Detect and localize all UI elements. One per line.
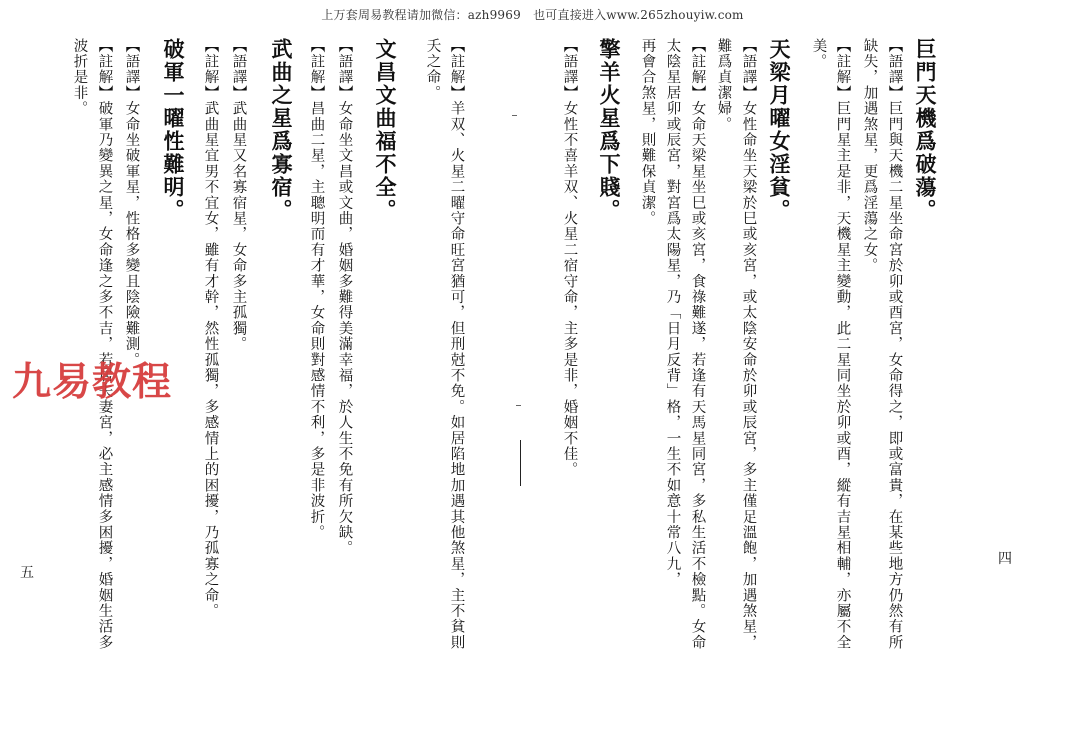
text-column: 【註解】破軍乃變異之星，女命逢之多不吉，若居夫妻宮，必主感情多困擾，婚姻生活多 bbox=[96, 38, 113, 651]
text-column: 【語譯】女性命坐天梁於巳或亥宮，或太陰安命於卯或辰宮，多主僅足溫飽，加遇煞星， bbox=[740, 38, 757, 651]
header-banner: 上万套周易教程请加微信：azh9969 也可直接进入www.265zhouyiw.com bbox=[321, 8, 744, 22]
text-column: 缺失，加遇煞星，更爲淫蕩之女。 bbox=[861, 38, 878, 274]
heading: 擎羊火星爲下賤。 bbox=[597, 38, 622, 222]
page-number-left: 五 bbox=[20, 565, 34, 581]
text-column: 【語譯】女性不喜羊双、火星二宿守命，主多是非，婚姻不佳。 bbox=[561, 38, 578, 478]
watermark-logo: 九易教程 bbox=[12, 360, 173, 405]
gutter-mark bbox=[516, 405, 521, 406]
text-column: 【語譯】巨門與天機二星坐命宮於卯或酉宮，女命得之，即或富貴，在某些地方仍然有所 bbox=[886, 38, 903, 651]
text-column: 波折是非。 bbox=[71, 38, 88, 117]
text-column: 【註解】羊双、火星二曜守命旺宮猶可，但刑尅不免。如居陷地加遇其他煞星，主不貧則 bbox=[448, 38, 465, 651]
heading: 文昌文曲福不全。 bbox=[373, 38, 398, 222]
text-column: 【註解】女命天梁星坐巳或亥宮，食祿難遂，若逢有天馬星同宮，多私生活不檢點。女命 bbox=[689, 38, 706, 651]
text-column: 美。 bbox=[810, 38, 827, 70]
text-column: 【語譯】女命坐文昌或文曲，婚姻多難得美滿幸福，於人生不免有所欠缺。 bbox=[336, 38, 353, 557]
text-column: 難爲貞潔婦。 bbox=[715, 38, 732, 133]
heading: 巨門天機爲破蕩。 bbox=[913, 38, 938, 222]
gutter-mark bbox=[512, 115, 517, 116]
text-column: 【註解】武曲星宜男不宜女，雖有才幹，然性孤獨，多感情上的困擾，乃孤寡之命。 bbox=[202, 38, 219, 619]
page-number-right: 四 bbox=[998, 551, 1012, 567]
text-column: 【語譯】武曲星又名寡宿星，女命多主孤獨。 bbox=[230, 38, 247, 352]
text-column: 夭之命。 bbox=[424, 38, 441, 101]
heading: 破軍一曜性難明。 bbox=[161, 38, 186, 222]
text-column: 再會合煞星，則難保貞潔。 bbox=[639, 38, 656, 227]
text-column: 【註解】昌曲二星，主聰明而有才華，女命則對感情不利，多是非波折。 bbox=[308, 38, 325, 541]
text-column: 【語譯】女命坐破軍星，性格多變且陰險難測。 bbox=[123, 38, 140, 368]
gutter-line bbox=[520, 440, 521, 486]
heading: 武曲之星爲寡宿。 bbox=[269, 38, 294, 222]
heading: 天梁月曜女淫貧。 bbox=[767, 38, 792, 222]
text-column: 【註解】巨門星主是非，天機星主變動，此二星同坐於卯或酉，縱有吉星相輔，亦屬不全 bbox=[834, 38, 851, 651]
text-column: 太陰星居卯或辰宮，對宮爲太陽星，乃「日月反背」格，一生不如意十常八九， bbox=[664, 38, 681, 588]
